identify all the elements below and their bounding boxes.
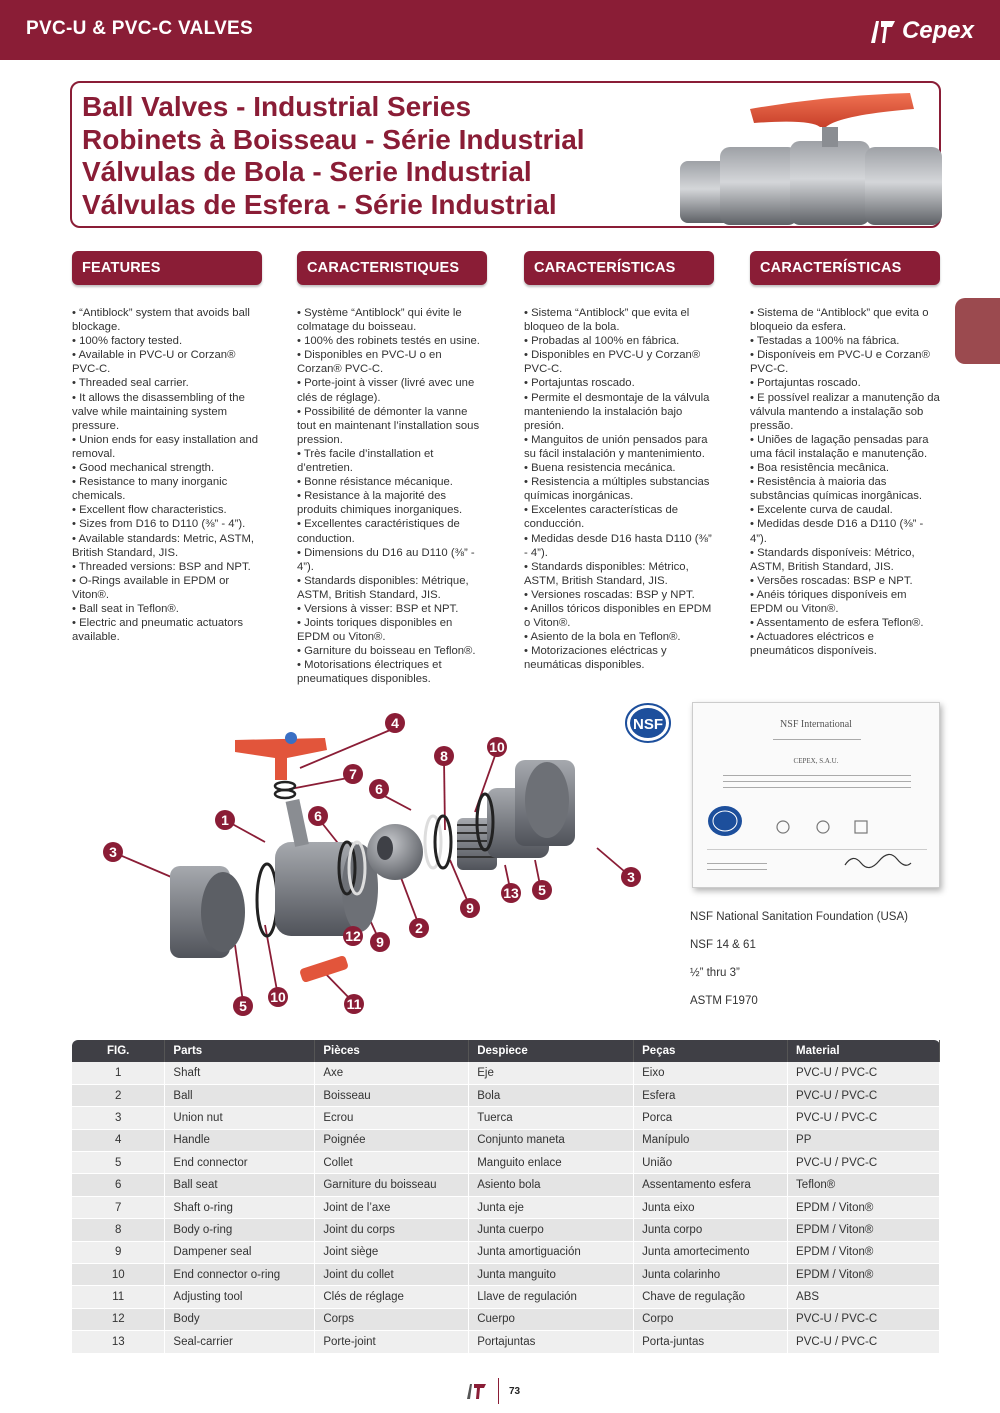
cell-piece: Axe (315, 1062, 469, 1084)
cell-fig: 1 (72, 1062, 165, 1084)
cell-material: PVC-U / PVC-C (788, 1062, 940, 1084)
cell-piece: Clés de réglage (315, 1286, 469, 1308)
badge-6b (308, 806, 328, 826)
cell-peca: Junta colarinho (634, 1264, 788, 1286)
badge-10 (487, 737, 507, 757)
table-row (72, 1331, 940, 1353)
nsf-logo (625, 703, 671, 743)
cell-peca: Junta corpo (634, 1219, 788, 1241)
feature-item: • Versiones roscadas: BSP y NPT. (524, 588, 695, 601)
section-title: PVC-U & PVC-C VALVES (26, 18, 253, 39)
cell-despiece: Junta cuerpo (469, 1219, 634, 1241)
header-bar (0, 0, 1000, 60)
cepex-logo (868, 16, 974, 46)
feature-item: • Anéis tóriques disponíveis em EPDM ou Viton®. (750, 588, 907, 615)
feature-item: • Available in PVC-U or Corzan® PVC-C. (72, 349, 236, 376)
feature-item: • Threaded seal carrier. (72, 377, 189, 390)
cell-part: End connector o-ring (165, 1264, 315, 1286)
table-header-row (72, 1040, 940, 1062)
cell-part: Shaft (165, 1062, 315, 1084)
feature-item: • It allows the disassembling of the valve while maintaining system pressure. (72, 391, 245, 432)
nsf-info-line-4: ASTM F1970 (690, 995, 758, 1007)
title-fr: Robinets à Boisseau - Série Industrial (82, 123, 585, 155)
feature-item: • Assentamento de esfera Teflon®. (750, 617, 924, 630)
badge-5-right (532, 880, 552, 900)
cell-fig: 5 (72, 1152, 165, 1174)
svg-text:5: 5 (538, 882, 546, 898)
cell-despiece: Junta manguito (469, 1264, 634, 1286)
feature-item: • Joints toriques disponibles en EPDM ou Viton®. (297, 617, 453, 644)
badge-10b (268, 987, 288, 1007)
cell-part: Body o-ring (165, 1219, 315, 1241)
cell-peca: Esfera (634, 1084, 788, 1106)
cell-part: End connector (165, 1152, 315, 1174)
table-row (72, 1286, 940, 1308)
nsf-info-line-2: NSF 14 & 61 (690, 939, 756, 951)
cell-peca: Porta-juntas (634, 1331, 788, 1353)
svg-text:7: 7 (349, 766, 357, 782)
cell-material: PP (788, 1129, 940, 1151)
footer-separator (498, 1378, 499, 1404)
cert-title: NSF International (780, 719, 852, 730)
cert-nsf-seal-icon (707, 805, 743, 837)
cell-fig: 10 (72, 1264, 165, 1286)
cell-fig: 11 (72, 1286, 165, 1308)
cell-part: Seal-carrier (165, 1331, 315, 1353)
cell-piece: Corps (315, 1308, 469, 1330)
feature-item: • Good mechanical strength. (72, 462, 215, 475)
badge-6 (369, 779, 389, 799)
cell-fig: 8 (72, 1219, 165, 1241)
badge-3-right (621, 867, 641, 887)
cell-material: PVC-U / PVC-C (788, 1107, 940, 1129)
cell-despiece: Asiento bola (469, 1174, 634, 1196)
cell-despiece: Junta amortiguación (469, 1241, 634, 1263)
side-tab (955, 298, 1000, 364)
title-lines (82, 91, 585, 221)
title-es: Válvulas de Bola - Serie Industrial (82, 156, 532, 187)
table-row (72, 1264, 940, 1286)
badge-11 (344, 994, 364, 1014)
cell-despiece: Eje (469, 1062, 634, 1084)
svg-text:6: 6 (375, 781, 383, 797)
cell-part: Body (165, 1308, 315, 1330)
feature-item: • Resistencia a múltiples substancias químicas inorgánicas. (524, 476, 710, 503)
feature-item: • Union ends for easy installation and removal. (72, 433, 259, 460)
title-en: Ball Valves - Industrial Series (82, 91, 472, 122)
cell-piece: Joint du collet (315, 1264, 469, 1286)
feature-item: • Sizes from D16 to D110 (⅜” - 4”). (72, 518, 246, 531)
cell-despiece: Tuerca (469, 1107, 634, 1129)
badge-5-left (233, 996, 253, 1016)
badge-3-left (103, 842, 123, 862)
cert-marks-icon (773, 817, 873, 837)
table-row (72, 1084, 940, 1106)
feature-item: • E possível realizar a manutenção da válvula mantendo a instalação sob pressão. (750, 391, 940, 432)
svg-text:12: 12 (345, 928, 361, 944)
table-row (72, 1196, 940, 1218)
cell-fig: 2 (72, 1084, 165, 1106)
cell-despiece: Llave de regulación (469, 1286, 634, 1308)
cell-part: Adjusting tool (165, 1286, 315, 1308)
svg-text:5: 5 (239, 998, 247, 1014)
cell-material: ABS (788, 1286, 940, 1308)
svg-text:10: 10 (489, 739, 505, 755)
feature-item: • Disponíveis em PVC-U e Corzan® PVC-C. (750, 349, 930, 376)
feature-item: • Disponibles en PVC-U y Corzan® PVC-C. (524, 349, 701, 376)
features-list-es (524, 306, 714, 672)
feature-item: • Testadas a 100% na fábrica. (750, 335, 900, 348)
cell-despiece: Conjunto maneta (469, 1129, 634, 1151)
cell-peca: Manípulo (634, 1129, 788, 1151)
badge-9 (460, 898, 480, 918)
cell-fig: 13 (72, 1331, 165, 1353)
feature-item: • Versions à visser: BSP et NPT. (297, 602, 459, 615)
cell-piece: Joint de l’axe (315, 1196, 469, 1218)
cell-piece: Poignée (315, 1129, 469, 1151)
cell-material: PVC-U / PVC-C (788, 1308, 940, 1330)
cell-material: EPDM / Viton® (788, 1241, 940, 1263)
cell-part: Union nut (165, 1107, 315, 1129)
cell-part: Ball (165, 1084, 315, 1106)
feature-item: • Excelente curva de caudal. (750, 504, 893, 517)
feature-item: • Motorizaciones eléctricas y neumáticas disponibles. (524, 645, 667, 672)
feature-item: • Excellent flow characteristics. (72, 504, 227, 517)
parts-table (72, 1040, 940, 1354)
nsf-logo-text: NSF (633, 716, 663, 733)
feature-item: • Bonne résistance mécanique. (297, 476, 453, 489)
cell-peca: Corpo (634, 1308, 788, 1330)
feature-item: • Standards disponíveis: Métrico, ASTM, British Standard, JIS. (750, 546, 915, 573)
table-row (72, 1174, 940, 1196)
badge-13 (501, 883, 521, 903)
feature-item: • Actuadores eléctricos e pneumáticos disponíveis. (750, 631, 877, 658)
cell-piece: Joint siège (315, 1241, 469, 1263)
feature-item: • O-Rings available in EPDM or Viton®. (72, 574, 230, 601)
feature-item: • Standards disponibles: Métrico, ASTM, British Standard, JIS. (524, 560, 689, 587)
feature-item: • 100% factory tested. (72, 335, 183, 348)
cell-peca: Assentamento esfera (634, 1174, 788, 1196)
col-material: Material (788, 1040, 940, 1062)
feature-item: • Sistema “Antiblock” que evita el bloqueo de la bola. (524, 307, 690, 334)
caracteristicas-es-heading: CARACTERÍSTICAS (524, 251, 714, 285)
cell-piece: Joint du corps (315, 1219, 469, 1241)
feature-item: • Buena resistencia mecánica. (524, 462, 676, 475)
feature-item: • Uniões de lagação pensadas para uma fácil instalação e manutenção. (750, 433, 929, 460)
nsf-certificate (692, 702, 940, 888)
feature-item: • Manguitos de unión pensados para su fácil instalación y mantenimiento. (524, 433, 708, 460)
feature-item: • Très facile d’installation et d’entretien. (297, 447, 434, 475)
svg-text:1: 1 (221, 812, 229, 828)
cell-material: PVC-U / PVC-C (788, 1152, 940, 1174)
cell-piece: Garniture du boisseau (315, 1174, 469, 1196)
feature-item: • Système “Antiblock” qui évite le colmatage du boisseau. (297, 307, 462, 334)
feature-item: • Electric and pneumatic actuators available. (72, 617, 243, 644)
cell-part: Dampener seal (165, 1241, 315, 1263)
svg-text:3: 3 (627, 869, 635, 885)
badge-2 (409, 918, 429, 938)
feature-item: • Motorisations électriques et pneumatiques disponibles. (297, 659, 442, 686)
cell-fig: 12 (72, 1308, 165, 1330)
ball (367, 824, 423, 880)
features-list-fr (297, 306, 487, 687)
feature-item: • 100% des robinets testés en usine. (297, 335, 480, 348)
feature-item: • Threaded versions: BSP and NPT. (72, 560, 251, 573)
table-row (72, 1129, 940, 1151)
table-row (72, 1062, 940, 1084)
cell-fig: 6 (72, 1174, 165, 1196)
badge-7 (343, 764, 363, 784)
cell-fig: 9 (72, 1241, 165, 1263)
badge-12 (343, 926, 363, 946)
table-row (72, 1219, 940, 1241)
badge-4 (385, 713, 405, 733)
cell-part: Ball seat (165, 1174, 315, 1196)
cell-material: EPDM / Viton® (788, 1196, 940, 1218)
page-number: 73 (509, 1385, 521, 1397)
cell-piece: Boisseau (315, 1084, 469, 1106)
cell-peca: Porca (634, 1107, 788, 1129)
feature-item: • Porte-joint à visser (livré avec une clés de réglage). (297, 377, 475, 404)
nsf-info-line-3: ½” thru 3” (690, 967, 740, 979)
feature-item: • Disponibles en PVC-U o en Corzan® PVC-C. (297, 349, 442, 376)
features-list-pt (750, 306, 940, 658)
cert-signature-icon (843, 851, 913, 871)
cell-material: PVC-U / PVC-C (788, 1331, 940, 1353)
shaft (286, 799, 309, 847)
cell-material: EPDM / Viton® (788, 1264, 940, 1286)
feature-item: • Medidas desde D16 hasta D110 (⅜” - 4”). (524, 532, 712, 559)
feature-item: • Boa resistência mecânica. (750, 462, 889, 475)
title-pt: Válvulas de Esfera - Série Industrial (82, 188, 557, 220)
badge-8 (434, 746, 454, 766)
cepex-footer-mark-icon (466, 1382, 488, 1400)
svg-text:10: 10 (270, 989, 286, 1005)
cell-despiece: Portajuntas (469, 1331, 634, 1353)
cell-piece: Porte-joint (315, 1331, 469, 1353)
handle-cap (285, 732, 297, 744)
logo-text: Cepex (901, 17, 974, 44)
title-box (70, 81, 941, 228)
cell-material: EPDM / Viton® (788, 1219, 940, 1241)
caracteristicas-pt-heading: CARACTERÍSTICAS (750, 251, 940, 285)
cell-fig: 7 (72, 1196, 165, 1218)
feature-item: • Versões roscadas: BSP e NPT. (750, 574, 913, 587)
feature-item: • Portajuntas roscado. (524, 377, 635, 390)
caracteristiques-heading: CARACTERISTIQUES (297, 251, 487, 285)
feature-item: • Sistema de “Antiblock” que evita o bloqueio da esfera. (750, 307, 929, 334)
feature-item: • Probadas al 100% en fábrica. (524, 335, 680, 348)
table-row (72, 1152, 940, 1174)
page-footer (466, 1378, 520, 1404)
svg-text:11: 11 (346, 996, 362, 1012)
col-parts: Parts (165, 1040, 315, 1062)
svg-text:8: 8 (440, 748, 448, 764)
cell-part: Shaft o-ring (165, 1196, 315, 1218)
feature-item: • Garniture du boisseau en Teflon®. (297, 645, 476, 658)
cell-piece: Ecrou (315, 1107, 469, 1129)
col-despiece: Despiece (469, 1040, 634, 1062)
cell-peca: Eixo (634, 1062, 788, 1084)
badge-1 (215, 810, 235, 830)
svg-text:2: 2 (415, 920, 423, 936)
cell-despiece: Bola (469, 1084, 634, 1106)
nsf-info-line-1: NSF National Sanitation Foundation (USA) (690, 911, 908, 923)
cell-fig: 4 (72, 1129, 165, 1151)
feature-item: • “Antiblock” system that avoids ball blockage. (72, 307, 250, 334)
feature-item: • Standards disponibles: Métrique, ASTM, British Standard, JIS. (297, 574, 469, 601)
cell-piece: Collet (315, 1152, 469, 1174)
feature-item: • Medidas desde D16 a D110 (⅜” - 4”). (750, 518, 924, 545)
feature-item: • Permite el desmontaje de la válvula manteniendo la instalación bajo presión. (524, 391, 710, 432)
cell-material: PVC-U / PVC-C (788, 1084, 940, 1106)
feature-item: • Resistência à maioria das substâncias químicas inorgânicas. (750, 476, 923, 503)
cell-fig: 3 (72, 1107, 165, 1129)
adjusting-tool (299, 955, 349, 983)
col-pecas: Peças (634, 1040, 788, 1062)
exploded-valve-diagram (95, 700, 655, 1030)
cell-material: Teflon® (788, 1174, 940, 1196)
cepex-mark-icon (868, 16, 898, 46)
cell-despiece: Manguito enlace (469, 1152, 634, 1174)
feature-item: • Available standards: Metric, ASTM, British Standard, JIS. (72, 532, 255, 559)
feature-item: • Excelentes características de conducción. (524, 504, 679, 531)
svg-text:3: 3 (109, 844, 117, 860)
cell-despiece: Cuerpo (469, 1308, 634, 1330)
feature-item: • Resistance to many inorganic chemicals. (72, 476, 228, 503)
table-row (72, 1241, 940, 1263)
svg-text:4: 4 (391, 715, 399, 731)
feature-item: • Dimensions du D16 au D110 (⅜” - 4”). (297, 546, 475, 573)
ball-valve-photo (680, 89, 942, 225)
table-row (72, 1308, 940, 1330)
features-heading: FEATURES (72, 251, 262, 285)
feature-item: • Resistance à la majorité des produits chimiques inorganiques. (297, 490, 463, 517)
feature-item: • Asiento de la bola en Teflon®. (524, 631, 681, 644)
cell-peca: Junta amortecimento (634, 1241, 788, 1263)
cert-company: CEPEX, S.A.U. (793, 757, 839, 765)
svg-text:9: 9 (376, 934, 384, 950)
table-body (72, 1062, 940, 1353)
cell-peca: Chave de regulação (634, 1286, 788, 1308)
svg-text:9: 9 (466, 900, 474, 916)
feature-item: • Possibilité de démonter la vanne tout en maintenant l’installation sous pression. (297, 405, 480, 446)
col-fig: FIG. (72, 1040, 165, 1062)
svg-text:6: 6 (314, 808, 322, 824)
handle (235, 738, 327, 780)
cell-part: Handle (165, 1129, 315, 1151)
end-connector-oring-left (257, 864, 277, 936)
feature-item: • Portajuntas roscado. (750, 377, 861, 390)
cell-peca: União (634, 1152, 788, 1174)
cell-peca: Junta eixo (634, 1196, 788, 1218)
feature-item: • Excellentes caractéristiques de conduction. (297, 518, 460, 545)
feature-item: • Anillos tóricos disponibles en EPDM o Viton®. (524, 602, 712, 630)
badge-9b (370, 932, 390, 952)
col-pieces: Pièces (315, 1040, 469, 1062)
cell-despiece: Junta eje (469, 1196, 634, 1218)
feature-item: • Ball seat in Teflon®. (72, 602, 179, 615)
features-list-en (72, 306, 262, 644)
svg-text:13: 13 (503, 885, 519, 901)
table-row (72, 1107, 940, 1129)
